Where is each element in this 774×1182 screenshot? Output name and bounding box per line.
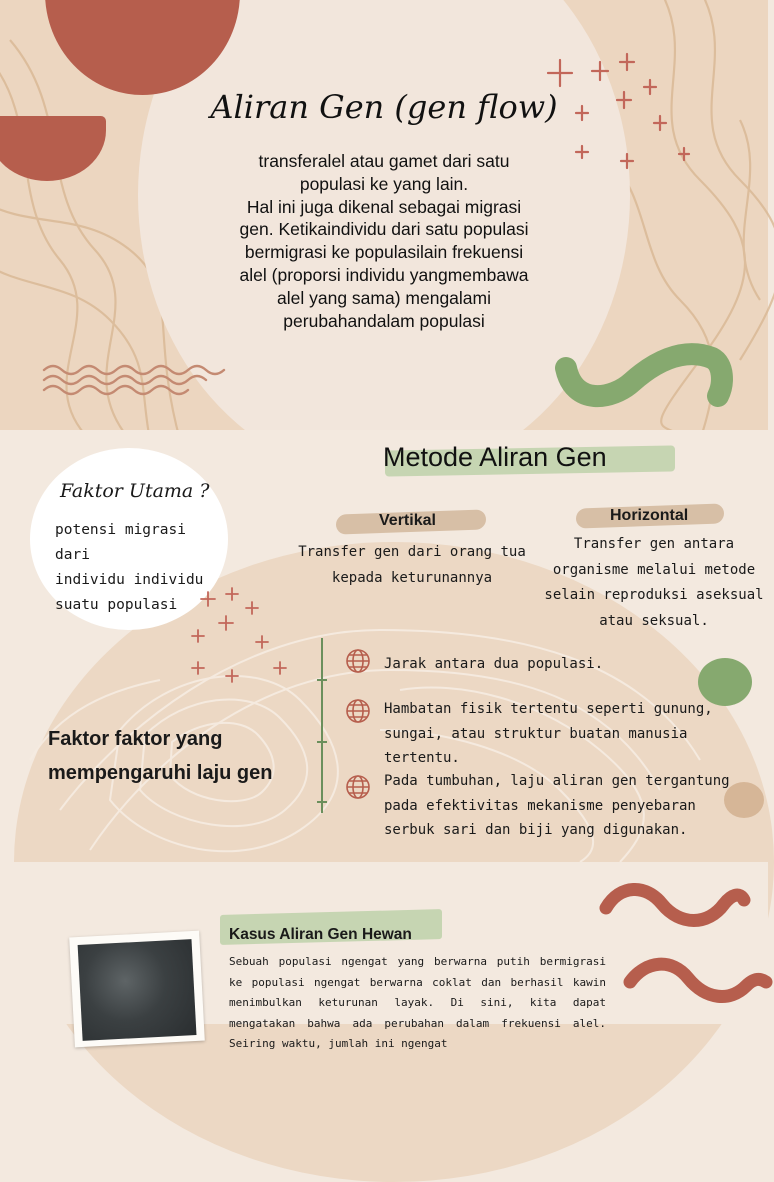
faktor-item-line: tertentu. bbox=[384, 750, 460, 766]
faktor-item-line: Jarak antara dua populasi. bbox=[384, 656, 604, 672]
globe-icon bbox=[345, 774, 371, 800]
horizontal-line: Transfer gen antara bbox=[573, 536, 735, 552]
horizontal-line: atau seksual. bbox=[599, 612, 709, 629]
faktor-utama-title: Faktor Utama ? bbox=[60, 480, 210, 502]
horizontal-label: Horizontal bbox=[610, 507, 689, 524]
faktor-utama-line: individu individu bbox=[55, 572, 204, 588]
green-brush-stroke bbox=[552, 336, 742, 416]
kasus-title: Kasus Aliran Gen Hewan bbox=[229, 926, 412, 943]
intro-line: perubahandalam populasi bbox=[283, 310, 485, 331]
faktor-item bbox=[384, 652, 734, 677]
faktor-laju-heading bbox=[48, 722, 306, 790]
vertikal-line: Transfer gen dari orang tua bbox=[298, 544, 526, 560]
intro-line: populasi ke yang lain. bbox=[299, 173, 469, 194]
faktor-item-line: sungai, atau struktur buatan manusia bbox=[384, 725, 688, 742]
intro-line: transferalel atau gamet dari satu bbox=[258, 151, 510, 171]
sparkle-cross-decoration bbox=[186, 584, 296, 684]
intro-paragraph bbox=[200, 150, 568, 332]
faktor-item-line: serbuk sari dan biji yang digunakan. bbox=[384, 822, 688, 838]
intro-line: Hal ini juga dikenal sebagai migrasi bbox=[246, 196, 522, 217]
faktor-item bbox=[384, 697, 734, 771]
globe-icon bbox=[345, 698, 371, 724]
timeline-ticks bbox=[314, 674, 330, 814]
faktor-item-line: Hambatan fisik tertentu seperti gunung, bbox=[384, 701, 713, 717]
moth-photo-image bbox=[78, 939, 197, 1041]
vertikal-line: kepada keturunannya bbox=[331, 569, 493, 586]
header-section bbox=[0, 0, 768, 430]
horizontal-line: selain reproduksi aseksual bbox=[544, 587, 764, 603]
squiggle-decoration bbox=[40, 356, 230, 396]
kasus-paragraph: Sebuah populasi ngengat yang berwarna putih bermigrasi ke populasi ngengat berwarna coklat dan berhasil kawin menimbulkan keturunan layak. Di sini, kita dapat mengatakan bahwa ada perubahan dalam frekuensi alel. Seiring waktu, jumlah ini ngengat bbox=[229, 955, 606, 1050]
metode-title: Metode Aliran Gen bbox=[383, 442, 607, 472]
intro-line: bermigrasi ke populasilain frekuensi bbox=[244, 242, 524, 263]
faktor-utama-line: potensi migrasi dari bbox=[55, 522, 186, 563]
faktor-utama-line: suatu populasi bbox=[55, 597, 178, 613]
terracotta-wave-decoration bbox=[590, 870, 768, 1024]
page-title: Aliran Gen (gen flow) bbox=[210, 88, 558, 126]
intro-line: alel (proporsi individu yangmembawa bbox=[239, 264, 529, 285]
faktor-laju-heading-line: mempengaruhi laju gen bbox=[48, 762, 273, 784]
faktor-laju-heading-line: Faktor faktor yang bbox=[48, 728, 223, 750]
horizontal-line: organisme melalui metode bbox=[552, 561, 756, 578]
metode-section bbox=[0, 430, 768, 862]
faktor-item bbox=[384, 769, 734, 843]
vertikal-label: Vertikal bbox=[379, 512, 436, 529]
kasus-section bbox=[0, 862, 768, 1050]
globe-icon bbox=[345, 648, 371, 674]
faktor-item-line: Pada tumbuhan, laju aliran gen tergantung bbox=[384, 773, 730, 789]
horizontal-description bbox=[536, 532, 772, 634]
vertikal-description bbox=[296, 540, 528, 591]
intro-line: gen. Ketikaindividu dari satu populasi bbox=[239, 219, 529, 240]
moth-photo bbox=[69, 931, 205, 1048]
intro-line: alel yang sama) mengalami bbox=[277, 287, 491, 308]
faktor-item-line: pada efektivitas mekanisme penyebaran bbox=[384, 797, 696, 814]
